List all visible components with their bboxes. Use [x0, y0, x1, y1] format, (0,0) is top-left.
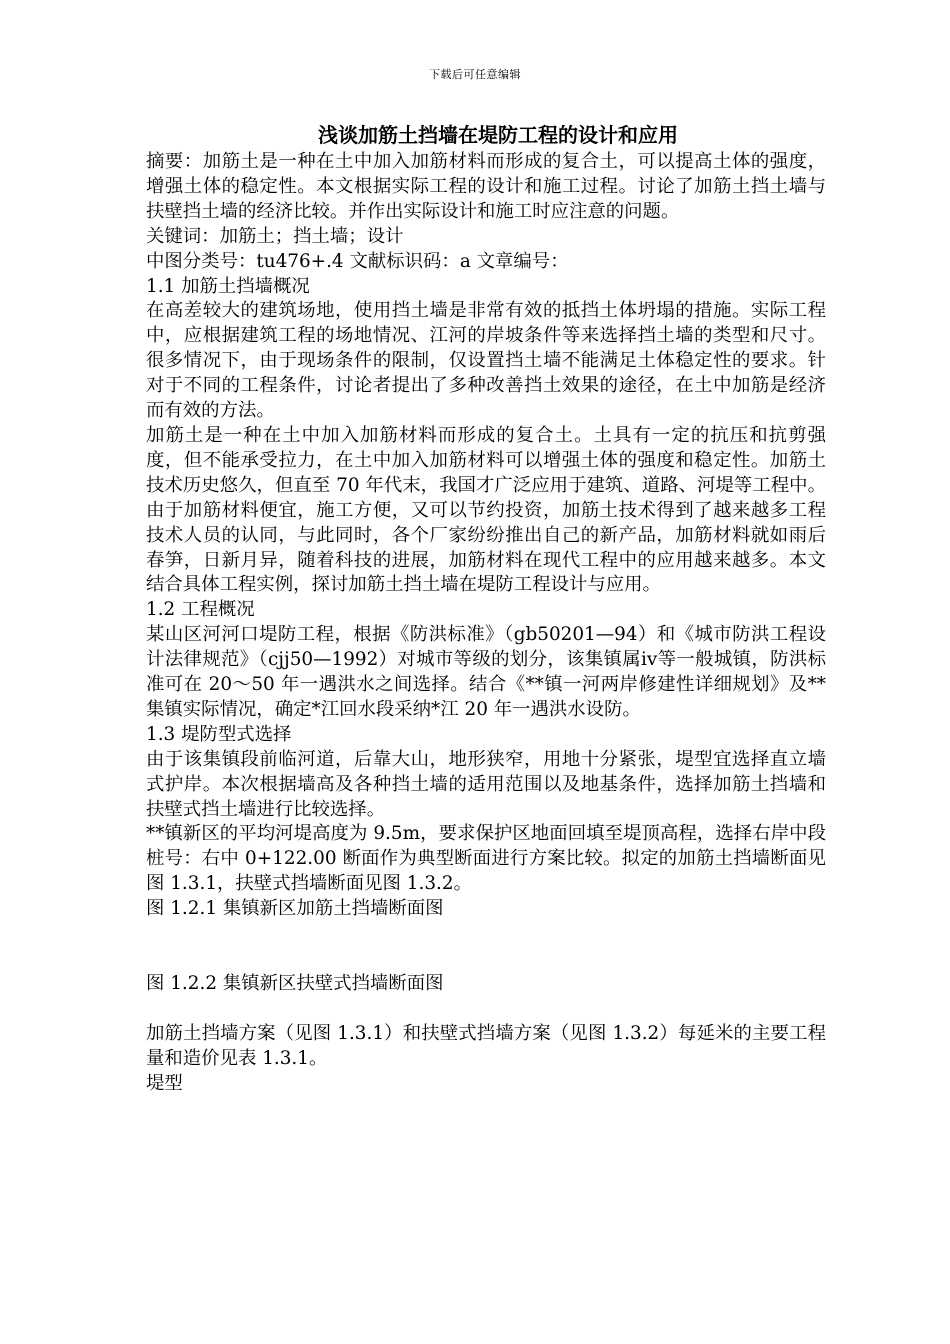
header-note: 下载后可任意编辑: [429, 68, 521, 81]
section-1-3-paragraph: 由于该集镇段前临河道，后靠大山，地形狭窄，用地十分紧张，堤型宜选择直立墙式护岸。本次根据墙高及各种挡土墙的适用范围以及地基条件，选择加筋土挡墙和扶壁式挡土墙进行比较选择。: [146, 748, 826, 820]
section-heading-1-3: 1.3 堤防型式选择: [146, 723, 292, 745]
section-1-1-paragraph: 加筋土是一种在土中加入加筋材料而形成的复合土。土具有一定的抗压和抗剪强度，但不能承受拉力，在土中加入加筋材料可以增强土体的强度和稳定性。加筋土技术历史悠久，但直至 70 年代末，我国才广泛应用于建筑、道路、河堤等工程中。由于加筋材料便宜，施工方便，又可以节约投资，加筋土技术得到了越来越多工程技术人员的认同，与此同时，各个厂家纷纷推出自己的新产品，加筋材料就如雨后春笋，日新月异，随着科技的进展，加筋材料在现代工程中的应用越来越多。本文结合具体工程实例，探讨加筋土挡土墙在堤防工程设计与应用。: [146, 424, 826, 596]
figure-caption-1: 图 1.2.1 集镇新区加筋土挡墙断面图: [146, 898, 444, 920]
section-heading-1-2: 1.2 工程概况: [146, 599, 255, 621]
abstract: 摘要：加筋土是一种在土中加入加筋材料而形成的复合土，可以提高土体的强度，增强土体的稳定性。本文根据实际工程的设计和施工过程。讨论了加筋土挡土墙与扶壁挡土墙的经济比较。并作出实际设计和施工时应注意的问题。: [146, 151, 826, 222]
comparison-paragraph: 加筋土挡墙方案（见图 1.3.1）和扶壁式挡墙方案（见图 1.3.2）每延米的主要工程量和造价见表 1.3.1。: [146, 1023, 826, 1069]
figure-placeholder-1: [146, 922, 826, 972]
last-line: 堤型: [146, 1072, 183, 1094]
page-title: 浅谈加筋土挡墙在堤防工程的设计和应用: [318, 123, 678, 147]
section-1-3-paragraph: **镇新区的平均河堤高度为 9.5m，要求保护区地面回填至堤顶高程，选择右岸中段桩号：右中 0+122.00 断面作为典型断面进行方案比较。拟定的加筋土挡墙断面见图 1.3.1，扶壁式挡墙断面见图 1.3.2。: [146, 823, 826, 895]
section-1-1-paragraph: 在高差较大的建筑场地，使用挡土墙是非常有效的抵挡土体坍塌的措施。实际工程中，应根据建筑工程的场地情况、江河的岸坡条件等来选择挡土墙的类型和尺寸。很多情况下，由于现场条件的限制，仅设置挡土墙不能满足土体稳定性的要求。针对于不同的工程条件，讨论者提出了多种改善挡土效果的途径，在土中加筋是经济而有效的方法。: [146, 300, 826, 422]
classification: 中图分类号：tu476+.4 文献标识码：a 文章编号：: [146, 250, 569, 272]
section-heading-1-1: 1.1 加筋土挡墙概况: [146, 275, 310, 297]
figure-caption-2: 图 1.2.2 集镇新区扶壁式挡墙断面图: [146, 973, 444, 995]
keywords: 关键词：加筋土；挡土墙；设计: [146, 225, 404, 247]
document-body: [146, 150, 826, 1097]
figure-placeholder-2: [146, 997, 826, 1022]
section-1-2-paragraph: 某山区河河口堤防工程，根据《防洪标准》（gb50201—94）和《城市防洪工程设计法律规范》（cjj50—1992）对城市等级的划分，该集镇属ⅳ等一般城镇，防洪标准可在 20～50 年一遇洪水之间选择。结合《**镇一河两岸修建性详细规划》及**集镇实际情况，确定*江回水段采纳*江 20 年一遇洪水设防。: [146, 624, 826, 720]
